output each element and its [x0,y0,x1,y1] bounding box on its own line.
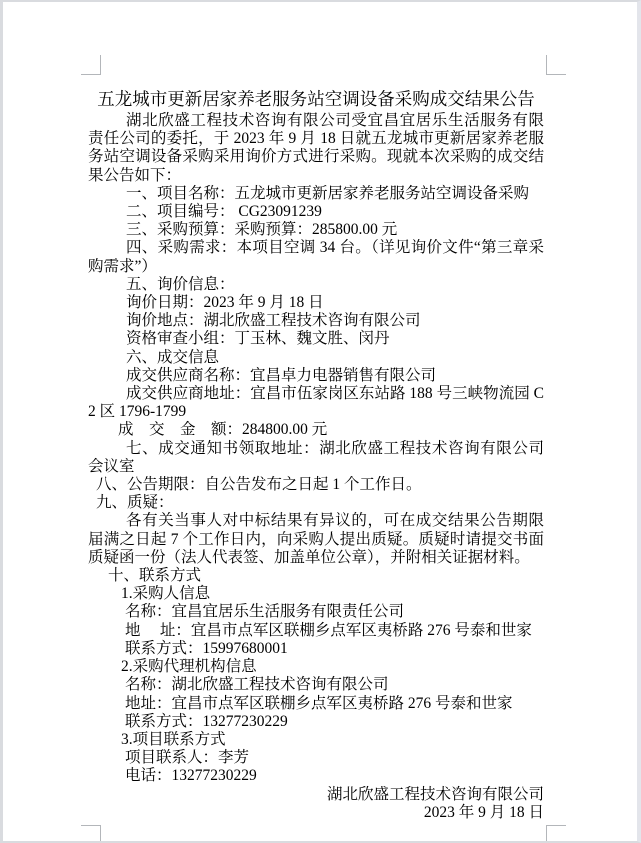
paragraph: 成交供应商地址：宜昌市伍家岗区东站路 188 号三峡物流园 C2 区 1796-1799 [88,385,544,421]
margin-mark-top-left [81,55,101,75]
paragraph: 十、联系方式 [108,567,202,585]
paragraph: 名称：宜昌宜居乐生活服务有限责任公司 [125,603,405,621]
paragraph: 九、质疑： [96,494,174,512]
paragraph: 电话：13277230229 [125,767,257,785]
paragraph: 名称：湖北欣盛工程技术咨询有限公司 [125,676,389,694]
paragraph: 资格审查小组：丁玉林、魏文胜、闵丹 [126,330,390,348]
margin-mark-bottom-left [81,825,101,843]
paragraph: 地址：宜昌市点军区联棚乡点军区夷桥路 276 号泰和世家 [125,694,513,712]
paragraph: 一、项目名称：五龙城市更新居家养老服务站空调设备采购 [126,184,530,202]
paragraph: 3.项目联系方式 [121,730,226,748]
paragraph: 三、采购预算：采购预算：285800.00 元 [126,221,398,239]
paragraph: 2023 年 9 月 18 日 [423,803,544,821]
paragraph: 湖北欣盛工程技术咨询有限公司 [326,785,544,803]
paragraph: 项目联系人：李芳 [125,749,250,767]
paragraph: 八、公告期限：自公告发布之日起 1 个工作日。 [96,476,422,494]
paragraph: 询价日期：2023 年 9 月 18 日 [126,294,324,312]
paragraph-list [88,112,544,822]
paragraph: 询价地点：湖北欣盛工程技术咨询有限公司 [126,312,421,330]
paragraph: 联系方式：13277230229 [125,712,288,730]
paragraph: 成交供应商名称：宜昌卓力电器销售有限公司 [126,366,437,384]
paragraph: 2.采购代理机构信息 [121,658,257,676]
paragraph: 湖北欣盛工程技术咨询有限公司受宜昌宜居乐生活服务有限责任公司的委托，于 2023 年 9 月 18 日就五龙城市更新居家养老服务站空调设备采购采用询价方式进行采购。现就本次采购的成交结果公告如下： [88,112,544,184]
paragraph: 地 址：宜昌市点军区联棚乡点军区夷桥路 276 号泰和世家 [125,621,532,639]
paragraph: 二、项目编号： CG23091239 [126,203,322,221]
paragraph: 成 交 金 额：284800.00 元 [118,421,328,439]
paragraph: 各有关当事人对中标结果有异议的，可在成交结果公告期限届满之日起 7 个工作日内，向采购人提出质疑。质疑时请提交书面质疑函一份（法人代表签、加盖单位公章），并附相关证据材料。 [88,512,544,566]
document-title: 五龙城市更新居家养老服务站空调设备采购成交结果公告 [97,89,535,109]
paragraph: 1.采购人信息 [121,585,211,603]
margin-mark-bottom-right [546,825,566,843]
document-body [88,86,544,822]
paragraph: 五、询价信息： [126,275,235,293]
margin-mark-top-right [546,55,566,75]
paragraph: 四、采购需求：本项目空调 34 台。（详见询价文件“第三章采购需求”） [88,239,544,275]
paragraph: 联系方式：15997680001 [125,639,288,657]
paragraph: 六、成交信息 [126,348,220,366]
paragraph: 七、成交通知书领取地址：湖北欣盛工程技术咨询有限公司会议室 [88,439,544,475]
